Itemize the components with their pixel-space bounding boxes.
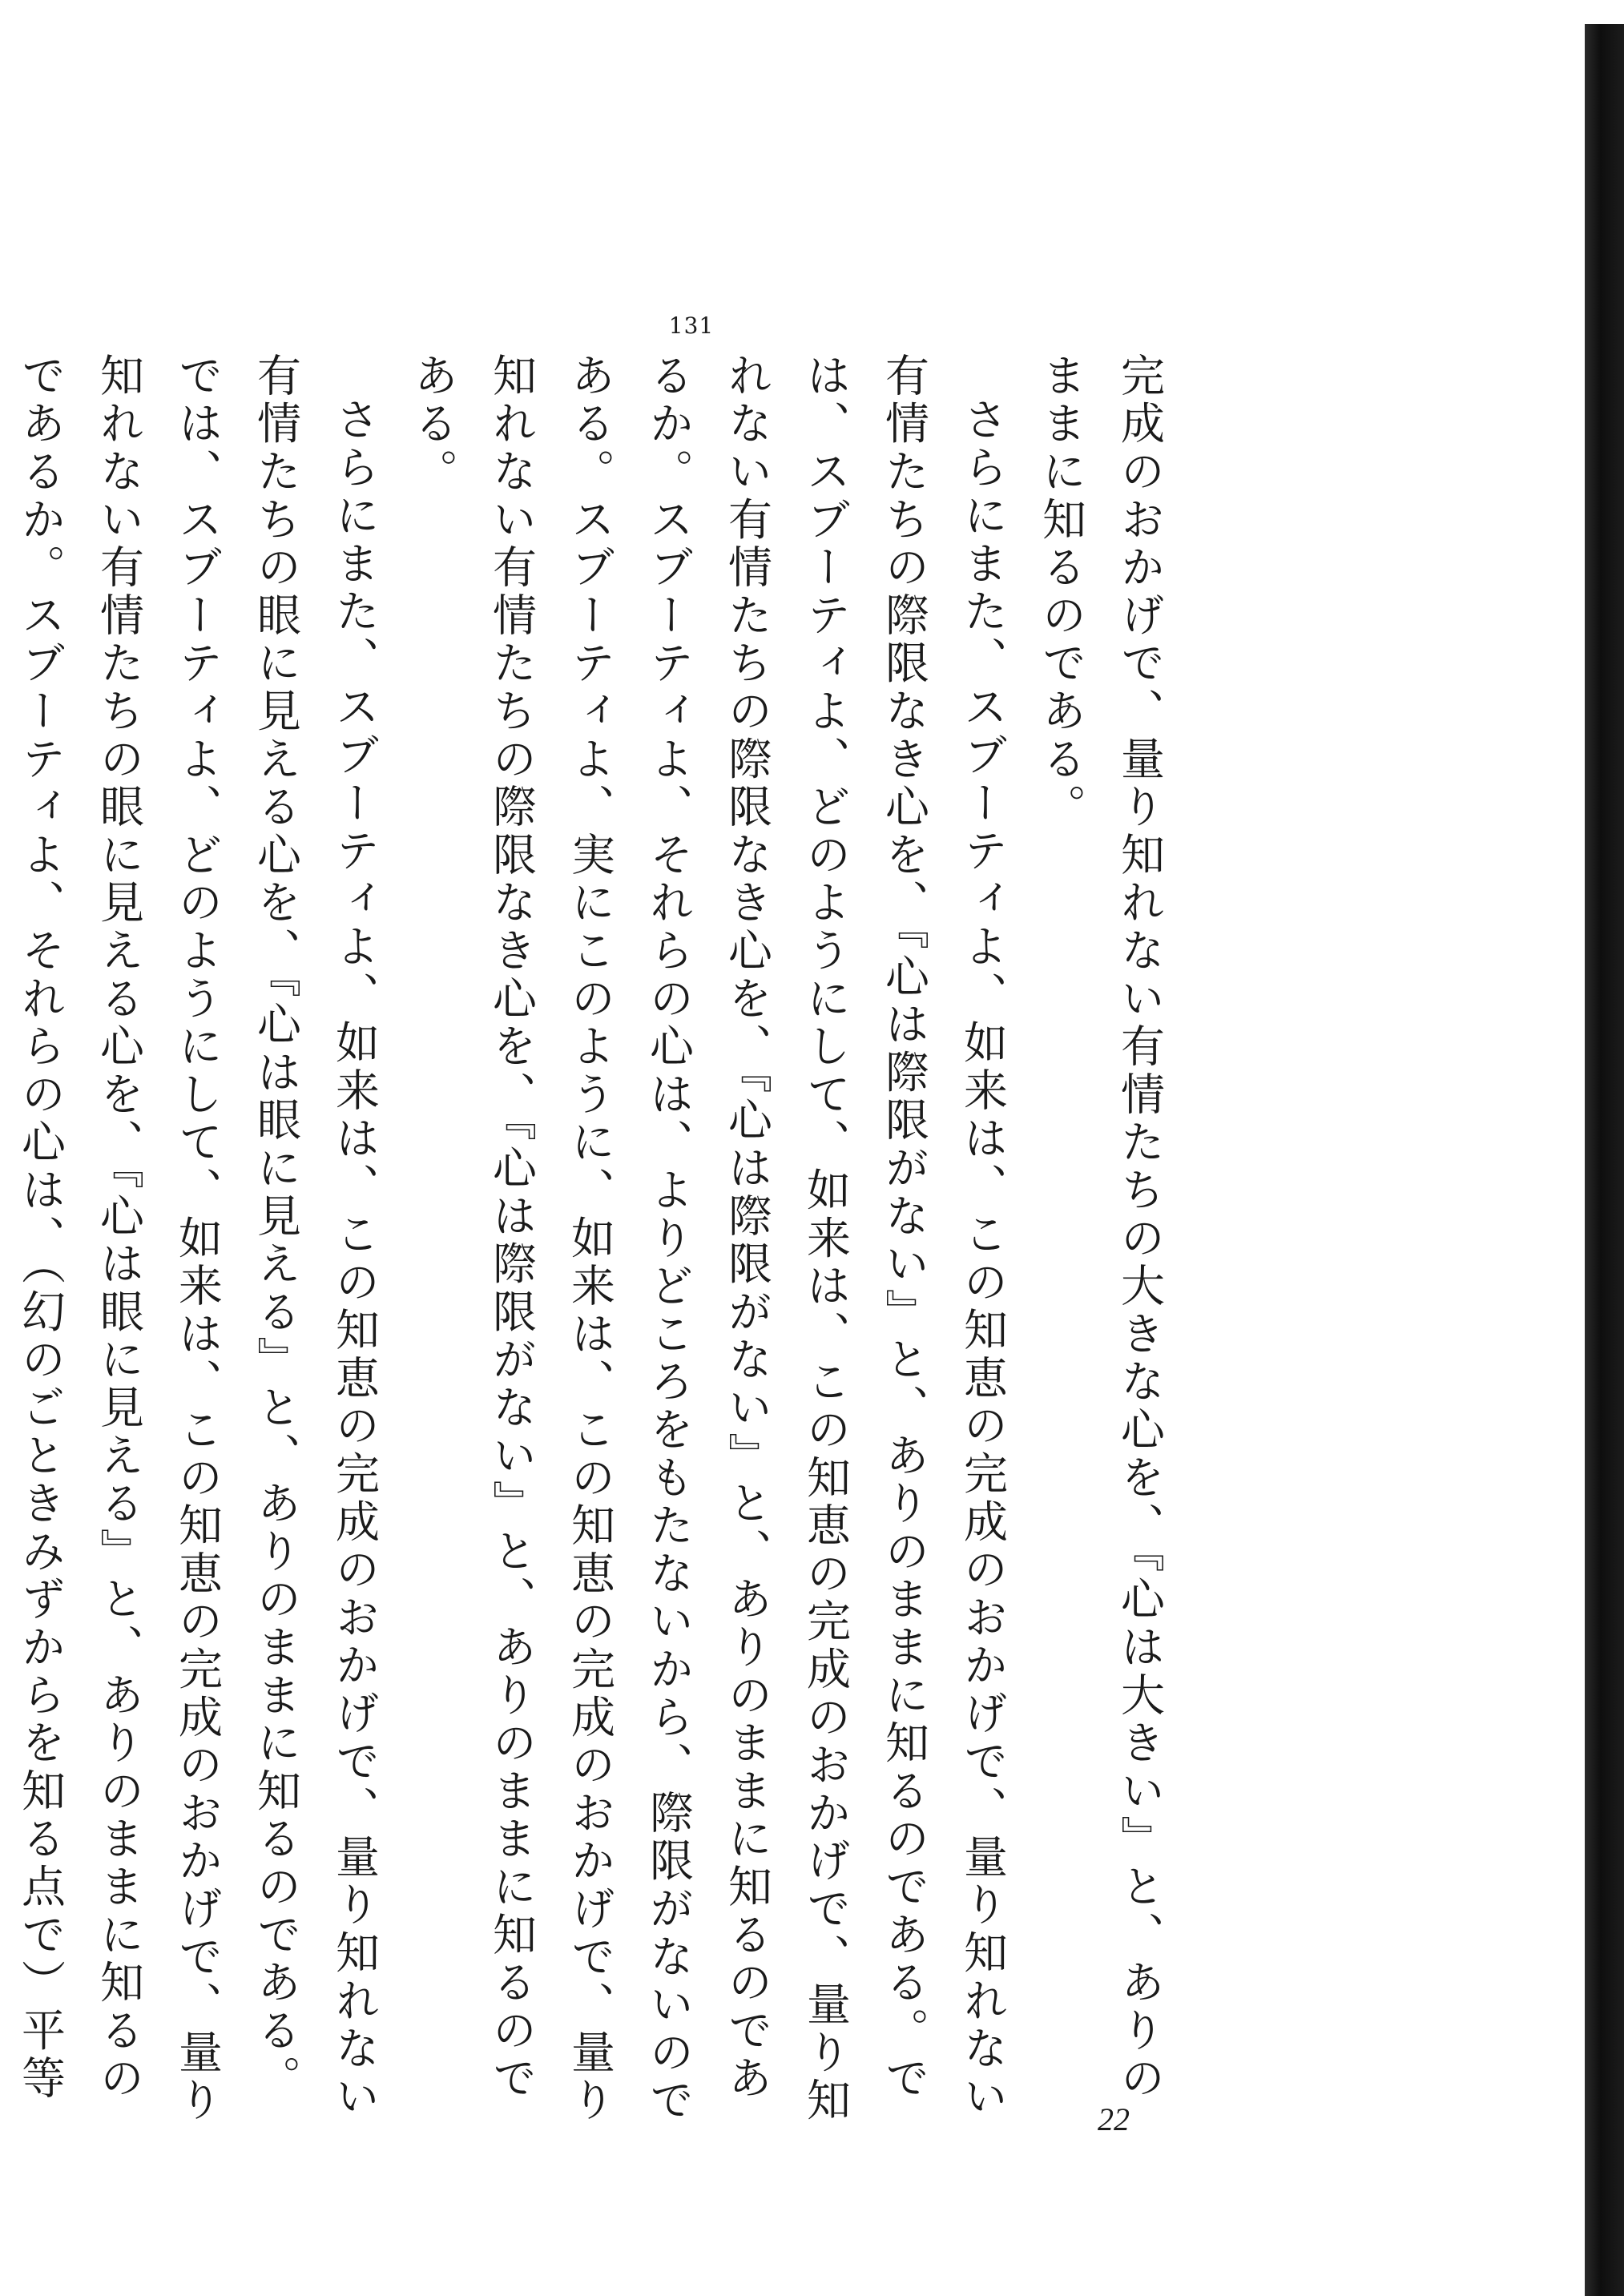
body-text xyxy=(14,352,1179,2147)
paragraph-2: さらにまた、スブーティよ、如来は、この知恵の完成のおかげで、量り知れない有情たちの際限なき心を、『心は際限がない』と、ありのままに知るのである。では、スブーティよ、どのようにして、如来は、この知恵の完成のおかげで、量り知れない有情たちの際限なき心を、『心は際限がない』と、ありのままに知るのであるか。スブーティよ、それらの心は、よりどころをもたないから、際限がないのである。スブーティよ、実にこのように、如来は、この知恵の完成のおかげで、量り知れない有情たちの際限なき心を、『心は際限がない』と、ありのままに知るのである。 xyxy=(407,352,1008,2125)
page-marker: 131 xyxy=(668,312,715,339)
paragraph-1: 完成のおかげで、量り知れない有情たちの大きな心を、『心は大きい』と、ありのままに知るのである。 xyxy=(1035,352,1165,2104)
page-number: 22 xyxy=(1098,2101,1130,2137)
paragraph-3: さらにまた、スブーティよ、如来は、この知恵の完成のおかげで、量り知れない有情たちの眼に見える心を、『心は眼に見える』と、ありのままに知るのである。では、スブーティよ、どのようにして、如来は、この知恵の完成のおかげで、量り知れない有情たちの眼に見える心を、『心は眼に見える』と、ありのままに知るのであるか。スブーティよ、それらの心は、（幻のごときみずからを知る点で）平等 xyxy=(14,352,380,2125)
scan-edge-shadow xyxy=(1585,24,1624,2296)
